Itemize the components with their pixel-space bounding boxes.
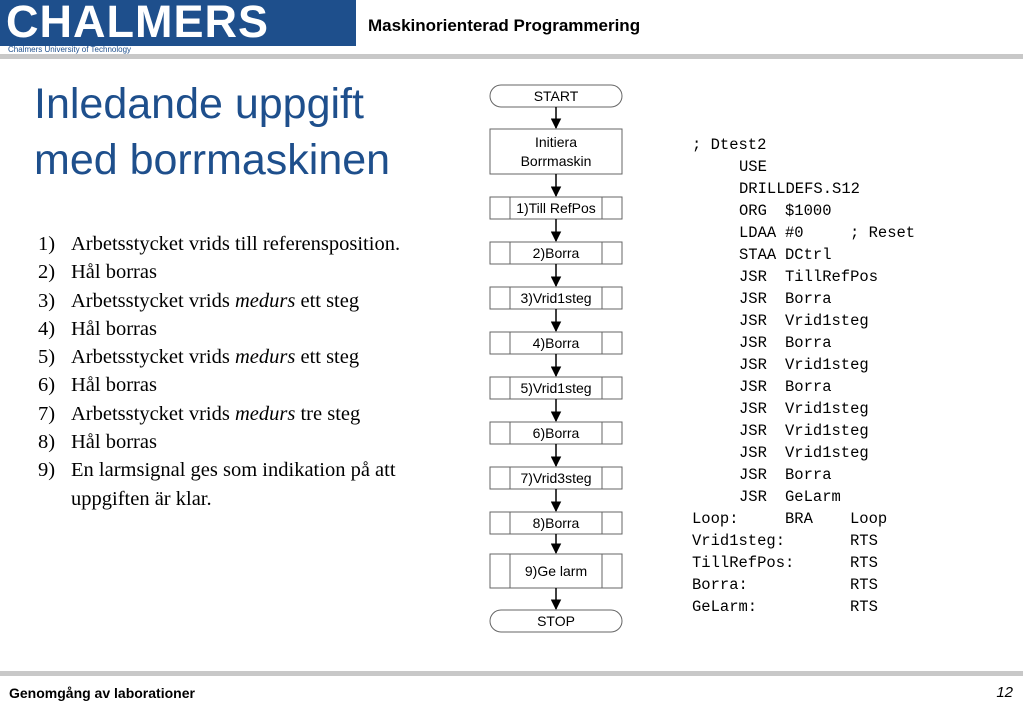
logo-text: CHALMERS: [6, 0, 269, 47]
list-item: [38, 230, 400, 258]
page-number: 12: [996, 684, 1013, 701]
code-op: LDAA: [739, 224, 777, 242]
step-text: Hål borras: [71, 431, 157, 454]
step-text-emphasis: medurs: [234, 346, 296, 369]
step-number: 5): [38, 346, 56, 369]
code-op: STAA: [739, 246, 777, 264]
list-item: [38, 456, 400, 513]
code-op: JSR: [739, 378, 767, 396]
code-label: ; Dtest2: [692, 136, 767, 154]
step-text-post: tre steg: [295, 402, 361, 425]
code-arg: GeLarm: [785, 488, 841, 506]
code-arg: Borra: [785, 378, 832, 396]
step-text: Hål borras: [71, 317, 157, 340]
init-label-line-2: Borrmaskin: [520, 153, 592, 169]
code-op: JSR: [739, 422, 767, 440]
code-op: JSR: [739, 356, 767, 374]
code-arg: Borra: [785, 466, 832, 484]
list-item: [38, 343, 400, 371]
code-op: JSR: [739, 400, 767, 418]
step-text-line-2: uppgiften är klar.: [71, 487, 212, 510]
ge-larm-label: 9)Ge larm: [524, 563, 588, 579]
code-arg: Vrid1steg: [785, 400, 869, 418]
code-op: JSR: [739, 268, 767, 286]
subroutine-label: 4)Borra: [532, 335, 580, 351]
code-arg: Borra: [785, 290, 832, 308]
flowchart: [480, 80, 630, 640]
subroutine-label: 2)Borra: [532, 245, 580, 261]
step-text: Arbetsstycket vrids till referensposition.: [71, 233, 401, 255]
code-comment: RTS: [850, 532, 878, 550]
code-arg: TillRefPos: [785, 268, 879, 286]
step-text-emphasis: medurs: [234, 289, 296, 312]
code-op: USE: [739, 158, 767, 176]
step-text-emphasis: medurs: [234, 402, 296, 425]
step-text: [71, 456, 396, 513]
code-op: ORG: [739, 202, 767, 220]
code-op: JSR: [739, 466, 767, 484]
footer-title: Genomgång av laborationer: [9, 685, 195, 701]
code-label: TillRefPos:: [692, 554, 795, 572]
subroutine-label: 7)Vrid3steg: [520, 470, 592, 486]
list-item: [38, 315, 400, 343]
slide-title: [34, 76, 390, 188]
step-text-line-1: En larmsignal ges som indikation på att: [71, 459, 396, 482]
step-text-post: ett steg: [295, 346, 360, 369]
chalmers-logo: [0, 0, 356, 46]
step-text-post: ett steg: [295, 289, 360, 312]
code-arg: BRA: [785, 510, 813, 528]
code-arg: Vrid1steg: [785, 422, 869, 440]
subroutine-label: 5)Vrid1steg: [520, 380, 592, 396]
code-comment: ; Reset: [850, 224, 916, 242]
step-list: [38, 230, 400, 513]
code-comment: RTS: [850, 598, 878, 616]
slide-title-line-1: Inledande uppgift: [34, 80, 364, 128]
list-item: [38, 428, 400, 456]
step-number: 1): [38, 233, 56, 255]
code-label: GeLarm:: [692, 598, 758, 616]
list-item: [38, 371, 400, 399]
footer-divider: [0, 671, 1023, 676]
step-text: [71, 287, 359, 315]
step-text-pre: Arbetsstycket vrids: [71, 402, 235, 425]
code-label: Vrid1steg:: [692, 532, 786, 550]
course-title: Maskinorienterad Programmering: [368, 16, 641, 35]
list-item: [38, 400, 400, 428]
step-number: 7): [38, 402, 56, 425]
list-item: [38, 287, 400, 315]
code-comment: RTS: [850, 554, 878, 572]
start-label: START: [533, 88, 579, 104]
step-text: [71, 343, 359, 371]
code-op: JSR: [739, 488, 767, 506]
code-arg: Borra: [785, 334, 832, 352]
step-number: 8): [38, 431, 56, 454]
subroutine-label: 1)Till RefPos: [516, 200, 596, 216]
code-comment: RTS: [850, 576, 878, 594]
logo-subtitle: Chalmers University of Technology: [8, 45, 132, 54]
step-number: 3): [38, 289, 56, 312]
stop-label: STOP: [537, 613, 575, 629]
header-divider: [0, 54, 1023, 59]
subroutine-label: 3)Vrid1steg: [520, 290, 592, 306]
init-label-line-1: Initiera: [534, 134, 578, 150]
code-arg: $1000: [785, 202, 832, 220]
step-text: Hål borras: [71, 374, 157, 397]
code-arg: DCtrl: [785, 246, 832, 264]
code-op: DRILLDEFS.S12: [739, 180, 860, 198]
code-op: JSR: [739, 312, 767, 330]
code-op: JSR: [739, 334, 767, 352]
step-text-pre: Arbetsstycket vrids: [71, 289, 235, 312]
code-arg: #0: [785, 224, 804, 242]
slide-title-line-2: med borrmaskinen: [34, 136, 391, 184]
code-arg: Vrid1steg: [785, 356, 869, 374]
step-text: [71, 400, 360, 428]
list-item: [38, 258, 400, 286]
code-arg: Vrid1steg: [785, 312, 869, 330]
step-number: 9): [38, 459, 56, 482]
subroutine-label: 8)Borra: [532, 515, 580, 531]
code-arg: Vrid1steg: [785, 444, 869, 462]
step-text-pre: Arbetsstycket vrids: [71, 346, 235, 369]
code-label: Loop:: [692, 510, 739, 528]
code-op: JSR: [739, 290, 767, 308]
code-comment: Loop: [850, 510, 888, 528]
step-number: 6): [38, 374, 56, 397]
code-op: JSR: [739, 444, 767, 462]
step-text: Hål borras: [71, 261, 157, 284]
step-number: 4): [38, 317, 56, 340]
code-label: Borra:: [692, 576, 748, 594]
step-number: 2): [38, 261, 56, 284]
subroutine-label: 6)Borra: [532, 425, 580, 441]
